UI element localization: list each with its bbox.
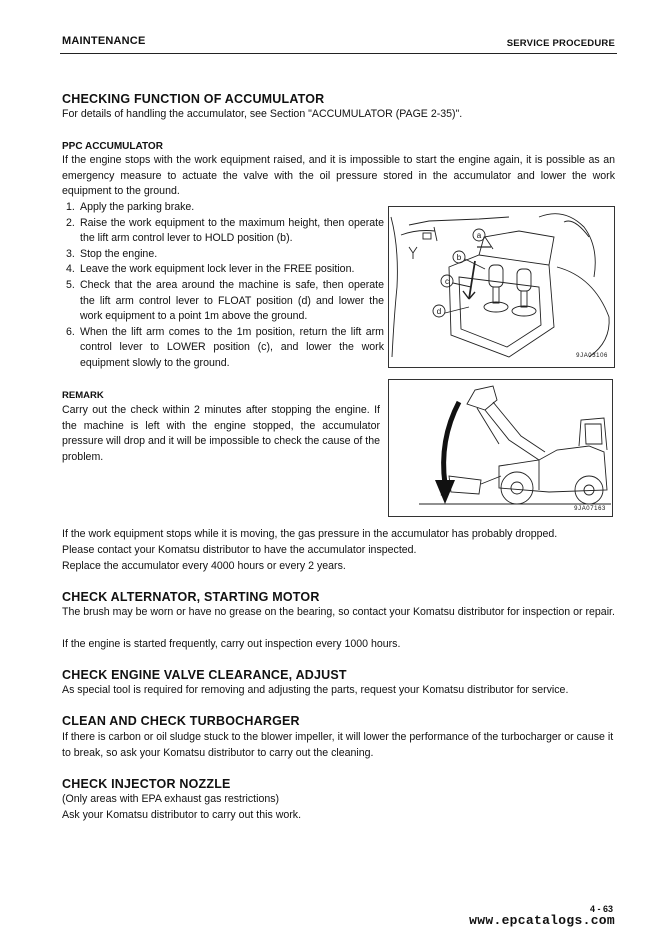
step-item — [66, 262, 384, 278]
step-item — [66, 200, 384, 216]
alternator-text-2: If the engine is started frequently, carry out inspection every 1000 hours. — [62, 638, 401, 650]
callout-d: d — [436, 307, 442, 316]
alternator-title: CHECK ALTERNATOR, STARTING MOTOR — [62, 590, 320, 604]
lever-illustration — [389, 207, 614, 367]
page-number: 4 - 63 — [589, 904, 613, 914]
footer-watermark-url: www.epcatalogs.com — [469, 913, 615, 928]
loader-figure — [388, 379, 613, 517]
valve-title: CHECK ENGINE VALVE CLEARANCE, ADJUST — [62, 668, 347, 682]
step-number: 1. — [66, 201, 75, 213]
step-item — [66, 247, 384, 263]
accumulator-title: CHECKING FUNCTION OF ACCUMULATOR — [62, 92, 325, 106]
remark-text: Carry out the check within 2 minutes after stopping the engine. If the machine is left with the engine stopped, the accumulator pressure will drop and it will be impossible to check the cause of the problem. — [62, 404, 380, 463]
loader-illustration — [389, 380, 612, 516]
injector-text-2: Ask your Komatsu distributor to carry out this work. — [62, 809, 302, 821]
step-text: Check that the area around the machine is safe, then operate the lift arm control lever to FLOAT position (d) and lower the work equipment to a point 1m above the ground. — [80, 278, 384, 323]
injector-text-1: (Only areas with EPA exhaust gas restrictions) — [62, 793, 280, 805]
procedure-steps — [66, 200, 384, 372]
accumulator-note-2: Please contact your Komatsu distributor to have the accumulator inspected. — [62, 544, 417, 556]
step-number: 6. — [66, 325, 75, 338]
step-number: 3. — [66, 247, 75, 260]
step-number: 5. — [66, 278, 75, 291]
header-doc-title: SERVICE PROCEDURE — [506, 38, 615, 49]
ppc-accumulator-title: PPC ACCUMULATOR — [62, 141, 163, 152]
callout-b: b — [456, 253, 462, 262]
callout-c: c — [445, 277, 449, 286]
step-text: Apply the parking brake. — [80, 201, 195, 213]
figure-code: 9JA03106 — [576, 353, 608, 359]
valve-text: As special tool is required for removing and adjusting the parts, request your Komatsu distributor for service. — [62, 684, 569, 696]
figure-code: 9JA07163 — [574, 506, 606, 512]
turbo-title: CLEAN AND CHECK TURBOCHARGER — [62, 714, 300, 728]
accumulator-note-1: If the work equipment stops while it is moving, the gas pressure in the accumulator has probably dropped. — [62, 528, 558, 540]
step-text: Stop the engine. — [80, 247, 158, 260]
alternator-text-1: The brush may be worn or have no grease on the bearing, so contact your Komatsu distributor for inspection or repair. — [62, 606, 615, 618]
accumulator-note-3: Replace the accumulator every 4000 hours or every 2 years. — [62, 560, 346, 572]
accumulator-intro: For details of handling the accumulator, see Section "ACCUMULATOR (PAGE 2-35)". — [62, 108, 463, 120]
step-number: 4. — [66, 263, 75, 276]
header-rule — [60, 53, 617, 54]
step-text: Raise the work equipment to the maximum height, then operate the lift arm control lever to HOLD position (b). — [80, 216, 384, 245]
step-number: 2. — [66, 216, 75, 229]
turbo-text: If there is carbon or oil sludge stuck to the blower impeller, it will lower the performance of the turbocharger or cause it to break, so ask your Komatsu distributor to carry out the cleaning. — [62, 731, 614, 759]
step-item — [66, 216, 384, 247]
step-text: Leave the work equipment lock lever in the FREE position. — [80, 263, 355, 276]
header-section-title: MAINTENANCE — [62, 35, 146, 47]
lever-figure — [388, 206, 615, 368]
step-item — [66, 278, 384, 325]
callout-a: a — [476, 231, 482, 240]
step-item — [66, 325, 384, 372]
remark-title: REMARK — [62, 390, 104, 401]
injector-title: CHECK INJECTOR NOZZLE — [62, 777, 231, 791]
step-text: When the lift arm comes to the 1m position, return the lift arm control lever to LOWER position (c), and lower the work equipment slowly to the ground. — [80, 325, 384, 369]
ppc-accumulator-text: If the engine stops with the work equipment raised, and it is impossible to start the engine again, it is possible as an emergency measure to actuate the valve with the oil pressure stored in the accumulator and lower the work equipment to the ground. — [62, 154, 615, 198]
